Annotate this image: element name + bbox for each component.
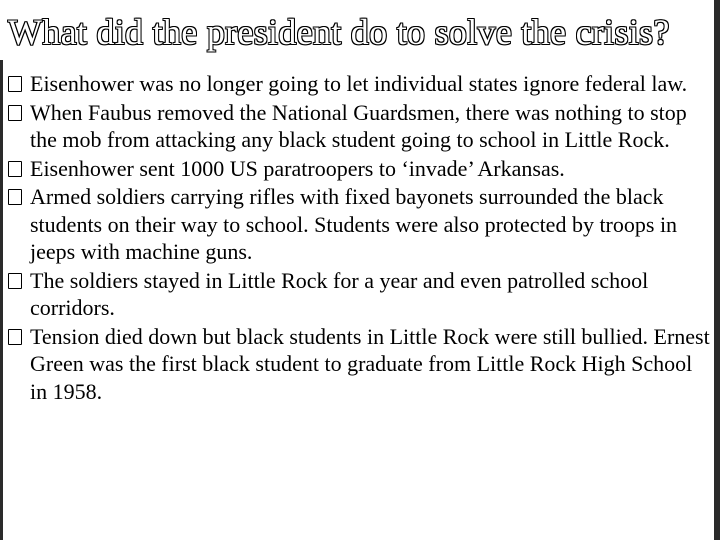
bullet-box-icon (8, 161, 22, 177)
bullet-text: Eisenhower was no longer going to let individual states ignore federal law. (30, 71, 688, 96)
right-border (714, 0, 720, 540)
bullet-box-icon (8, 329, 22, 345)
slide-title: What did the president do to solve the crisis? (8, 12, 670, 52)
bullet-text: Eisenhower sent 1000 US paratroopers to ‘invade’ Arkansas. (30, 155, 565, 181)
left-border (0, 60, 3, 540)
bullet-item (8, 155, 714, 183)
bullet-item (8, 99, 714, 154)
bullet-text: Tension died down but black students in Little Rock were still bullied. Ernest Green was the first black student to graduate from Little Rock High School in 1958. (30, 323, 710, 404)
bullet-text: When Faubus removed the National Guardsmen, there was nothing to stop the mob from attacking any black student going to school in Little Rock. (30, 99, 687, 152)
bullet-item (8, 183, 714, 266)
bullet-box-icon (8, 189, 22, 205)
bullet-box-icon (8, 105, 22, 121)
bullet-box-icon (8, 76, 22, 92)
bullet-list (8, 70, 714, 406)
bullet-text: Armed soldiers carrying rifles with fixed bayonets surrounded the black students on their way to school. Students were also protected by troops in jeeps with machine guns. (30, 184, 678, 264)
bullet-item (8, 70, 714, 98)
bullet-box-icon (8, 273, 22, 289)
bullet-item (8, 267, 714, 322)
bullet-text: The soldiers stayed in Little Rock for a year and even patrolled school corridors. (30, 267, 649, 320)
bullet-item (8, 323, 714, 406)
